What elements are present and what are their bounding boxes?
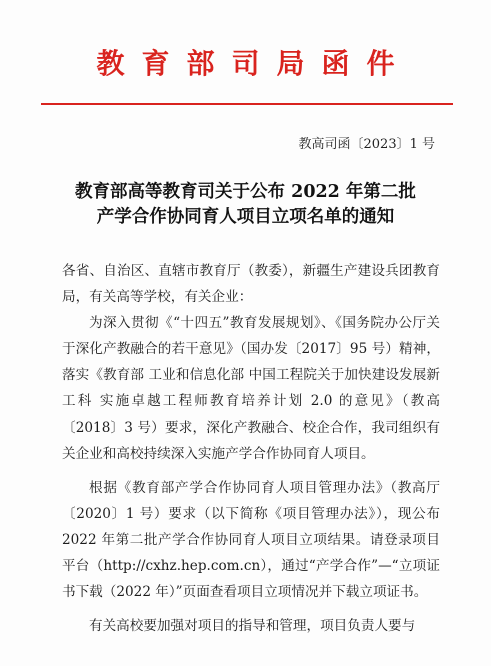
paragraph-1: 为深入贯彻《“十四五”教育发展规划》、《国务院办公厅关于深化产教融合的若干意见》（国办发〔2017〕95 号）精神，落实《教育部 工业和信息化部 中国工程院关于加快建设发展新工科 实施卓越工程师教育培养计划 2.0 的意见》（教高〔2018〕3 号）要求，深化产教融合、校企合作，我司组织有关企业和高校持续深入实施产学合作协同育人项目。 <box>62 315 440 462</box>
paragraph-3: 有关高校要加强对项目的指导和管理，项目负责人要与 <box>89 618 416 635</box>
notice-title-line-1: 教育部高等教育司关于公布 2022 年第二批 <box>75 182 416 202</box>
masthead-red-rule <box>41 103 453 105</box>
notice-title-line-2: 产学合作协同育人项目立项名单的通知 <box>96 207 395 227</box>
paragraph-2: 根据《教育部产学合作协同育人项目管理办法》（教高厅〔2020〕1 号）要求（以下简称《项目管理办法》），现公布 2022 年第二批产学合作协同育人项目立项结果。请登录项目平台（http://cxhz.hep.com.cn），通过“产学合作”—“立项证书下载（2022 年）”页面查看项目立项情况并下载立项证书。 <box>62 479 440 601</box>
masthead-title: 教育部司局函件 <box>96 47 412 80</box>
document-number: 教高司函〔2023〕1 号 <box>298 137 435 152</box>
notice-title <box>0 180 491 230</box>
notice-body <box>62 258 440 639</box>
salutation: 各省、自治区、直辖市教育厅（教委），新疆生产建设兵团教育局，有关高等学校，有关企业： <box>62 263 440 306</box>
